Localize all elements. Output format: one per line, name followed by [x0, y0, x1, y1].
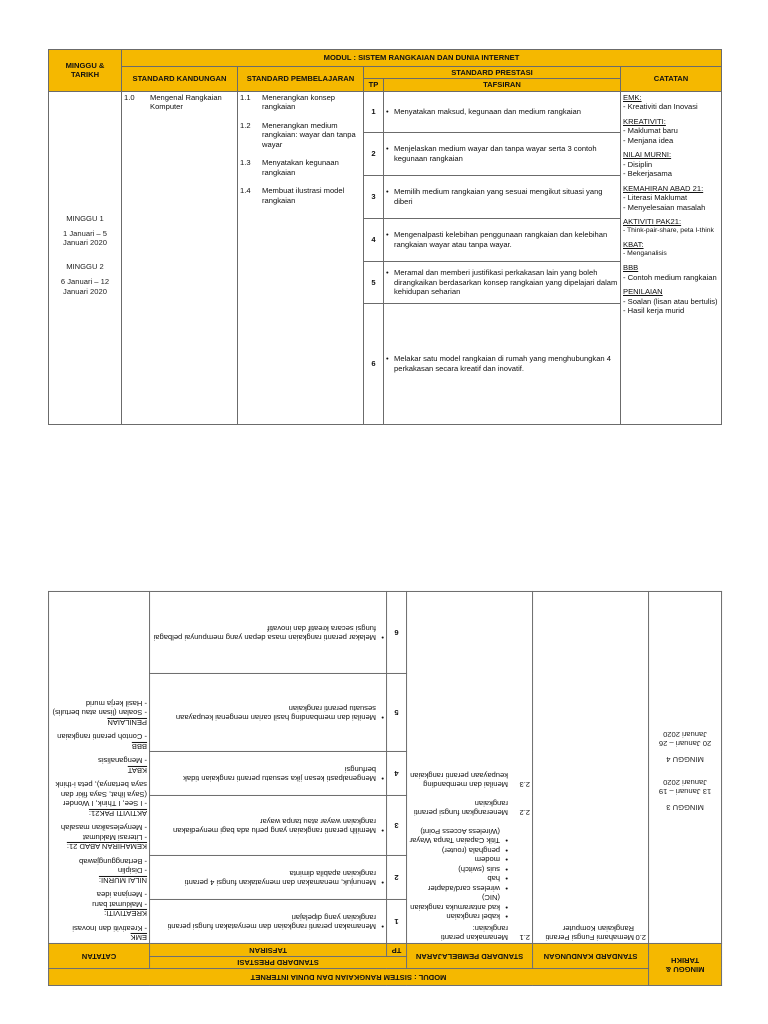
tafsiran-text: Menunjuk, menamakan dan menyatakan fungsi 4 peranti rangkaian apabila diminta — [184, 868, 377, 887]
sk-text: Mengenal Rangkaian Komputer — [150, 92, 222, 112]
tafsiran-cell: • Memilih peranti rangkaian yang perlu ada bagi menyediakan rangkaian wayar atau tanpa wayar — [150, 796, 387, 856]
kreativiti-heading: KREATIVITI: — [623, 116, 666, 126]
tafsiran-cell: • Menamakan peranti rangkaian dan menyatakan fungsi peranti rangkaian yang dipelajari — [150, 900, 387, 944]
week-dates: 13 Januari – 19 Januari 2020 — [658, 777, 712, 797]
tp-level: 6 — [364, 303, 384, 424]
header-tp: TP — [387, 944, 407, 956]
tafsiran-text: Mengenalpasti kesan jika sesuatu peranti rangkaian tidak berfungsi — [183, 764, 377, 783]
header-minggu-tarikh: MINGGU & TARIKH — [49, 50, 122, 92]
tp-level: 5 — [364, 261, 384, 303]
bbb-item: - Contoh medium rangkaian — [623, 272, 717, 282]
list-item: • kabel rangkaian — [409, 912, 500, 921]
kbat-item: - Menganalisis — [98, 756, 148, 766]
emk-heading: EMK — [130, 933, 148, 942]
penilaian-item: - Hasil kerja murid — [85, 698, 148, 708]
sp-item — [240, 121, 361, 149]
tp-level: 4 — [387, 752, 407, 796]
sp-item — [409, 923, 530, 942]
tafsiran-text: Mengenalpasti kelebihan penggunaan rangkaian dan kelebihan rangkaian wayar atau tanpa wayar. — [394, 230, 608, 249]
nilai-item: - Bertanggungjawab — [79, 856, 148, 866]
kemahiran-item: - Literasi Maklumat — [82, 832, 148, 842]
standard-pembelajaran-cell — [238, 91, 364, 424]
week-label: MINGGU 3 — [666, 802, 704, 812]
kemahiran-heading: KEMAHIRAN ABAD 21: — [66, 842, 148, 852]
header-standard-kandungan: STANDARD KANDUNGAN — [533, 944, 649, 969]
tafsiran-text: Melakar satu model rangkaian di rumah yang menghubungkan 4 perkakasan secara kreatif dan inovatif. — [394, 354, 611, 373]
sp-text: Menerangkan medium rangkaian: wayar dan tanpa wayar — [262, 120, 356, 149]
tp-level: 4 — [364, 218, 384, 261]
list-item: • suis (switch) — [409, 864, 500, 873]
week-label: MINGGU 2 — [66, 261, 104, 271]
kemahiran-item: - Menyelesaian masalah — [623, 202, 706, 212]
penilaian-item: - Soalan (lisan atau bertulis) — [623, 296, 718, 306]
emk-item: - Kreativiti dan Inovasi — [623, 102, 698, 112]
list-item: • kad antaramuka rangkaian (NIC) — [409, 893, 500, 912]
week-label: MINGGU 4 — [666, 754, 704, 764]
list-item: • wireless card/adapter — [409, 883, 500, 892]
kemahiran-item: - Menyelesaikan masalah — [60, 823, 148, 833]
header-minggu-tarikh: MINGGU & TARIKH — [649, 944, 722, 986]
sp-item — [409, 798, 530, 817]
standard-kandungan-item — [124, 93, 235, 112]
header-standard-kandungan: STANDARD KANDUNGAN — [122, 67, 238, 92]
sp-text: Menamakan peranti rangkaian: — [440, 923, 509, 942]
tafsiran-cell: • Melakar peranti rangkaian masa depan yang mempunyai pelbagai fungsi secara kreatif dan inovatif — [150, 592, 387, 674]
tafsiran-cell: • Menunjuk, menamakan dan menyatakan fungsi 4 peranti rangkaian apabila diminta — [150, 856, 387, 900]
sk-number: 1.0 — [124, 92, 135, 102]
tp-level: 3 — [387, 796, 407, 856]
tp-level: 2 — [387, 856, 407, 900]
sp-number: 1.4 — [240, 186, 251, 196]
bbb-item: - Contoh peranti rangkaian — [57, 732, 148, 742]
header-standard-pembelajaran: STANDARD PEMBELAJARAN — [407, 944, 533, 969]
sp-number: 2.3 — [519, 780, 531, 790]
kemahiran-heading: KEMAHIRAN ABAD 21: — [623, 183, 704, 193]
sk-number: 2.0 — [635, 933, 647, 942]
bbb-heading: BBB — [131, 741, 148, 751]
week-label: MINGGU 1 — [66, 213, 104, 223]
tp-level: 3 — [364, 175, 384, 218]
kreativiti-heading: KREATIVITI: — [104, 909, 148, 919]
kbat-heading: KBAT: — [623, 240, 644, 250]
sp-item — [240, 158, 361, 177]
tafsiran-text: Menjelaskan medium wayar dan tanpa wayar serta 3 contoh kegunaan rangkaian — [394, 144, 597, 163]
standard-kandungan-cell — [533, 592, 649, 944]
tp-level: 6 — [387, 592, 407, 674]
nilai-item: - Disiplin — [117, 866, 148, 876]
header-standard-prestasi: STANDARD PRESTASI — [364, 67, 621, 79]
tafsiran-cell: • Menjelaskan medium wayar dan tanpa wayar serta 3 contoh kegunaan rangkaian — [384, 132, 621, 175]
list-item: • Titik Capaian Tanpa Wayar (Wireless Access Point) — [409, 826, 500, 845]
aktiviti-item: - I See, I Think, I Wonder (Saya lihat, Saya fikir dan saya bertanya), peta i-think — [55, 780, 148, 809]
tafsiran-cell: • Melakar satu model rangkaian di rumah yang menghubungkan 4 perkakasan secara kreatif dan inovatif. — [384, 303, 621, 424]
sp-number: 1.2 — [240, 120, 251, 130]
tafsiran-cell: • Memilih medium rangkaian yang sesuai mengikut situasi yang diberi — [384, 175, 621, 218]
sk-text: Memahami Fungsi Peranti Rangkaian Komputer — [545, 923, 635, 942]
week-dates: 6 Januari – 12 Januari 2020 — [60, 277, 110, 296]
header-tafsiran: TAFSIRAN — [150, 944, 387, 956]
list-item: • hab — [409, 874, 500, 883]
nilai-heading: NILAI MURNI: — [623, 150, 672, 160]
header-catatan: CATATAN — [621, 67, 722, 92]
sp-number: 2.1 — [519, 933, 531, 942]
tafsiran-text: Menilai dan membanding hasil carian mengenai keupayaan sesuatu peranti rangkaian — [175, 703, 377, 722]
tafsiran-cell: • Mengenalpasti kelebihan penggunaan rangkaian dan kelebihan rangkaian wayar atau tanpa wayar. — [384, 218, 621, 261]
penilaian-item: - Hasil kerja murid — [623, 306, 685, 316]
tp-level: 5 — [387, 674, 407, 752]
nilai-item: - Bekerjasama — [623, 169, 672, 179]
sp-number: 1.1 — [240, 92, 251, 102]
sp-text: Menerangkan fungsi peranti rangkaian — [413, 798, 509, 818]
lesson-plan-table-week-3-4 — [48, 591, 722, 986]
sp-item — [240, 93, 361, 112]
week-dates: 1 Januari – 5 Januari 2020 — [63, 229, 107, 248]
sp-item — [409, 770, 530, 789]
tafsiran-cell: • Menyatakan maksud, kegunaan dan medium rangkaian — [384, 91, 621, 132]
tafsiran-text: Memilih medium rangkaian yang sesuai mengikut situasi yang diberi — [394, 187, 603, 206]
standard-kandungan-item — [535, 923, 646, 942]
catatan-cell — [621, 91, 722, 424]
header-tp: TP — [364, 79, 384, 91]
week-dates: 20 Januari – 26 Januari 2020 — [658, 729, 712, 749]
sp-text: Menyatakan kegunaan rangkaian — [262, 158, 339, 177]
aktiviti-heading: AKTIVITI PAK21: — [88, 808, 148, 818]
tafsiran-text: Melakar peranti rangkaian masa depan yang mempunyai pelbagai fungsi secara kreatif dan inovatif — [153, 623, 377, 642]
bbb-heading: BBB — [623, 263, 639, 273]
penilaian-item: - Soalan (lisan atau bertulis) — [52, 708, 148, 718]
tp-level: 1 — [364, 91, 384, 132]
peranti-list — [409, 826, 530, 921]
catatan-cell — [49, 592, 150, 944]
standard-pembelajaran-cell — [407, 592, 533, 944]
kemahiran-item: - Literasi Maklumat — [623, 193, 688, 203]
header-tafsiran: TAFSIRAN — [384, 79, 621, 91]
aktiviti-item: - Think-pair-share, peta I-think — [623, 226, 714, 234]
sp-text: Membuat ilustrasi model rangkaian — [262, 186, 345, 205]
tafsiran-cell: • Mengenalpasti kesan jika sesuatu peranti rangkaian tidak berfungsi — [150, 752, 387, 796]
kreativiti-item: - Maklumat baru — [623, 126, 678, 136]
kbat-item: - Menganalisis — [623, 249, 667, 257]
week-dates-cell — [649, 592, 722, 944]
list-item: • modem — [409, 855, 500, 864]
sp-text: Menilai dan membanding keupayaan peranti rangkaian — [410, 770, 509, 790]
tafsiran-text: Memilih peranti rangkaian yang perlu ada bagi menyediakan rangkaian wayar atau tanpa wayar — [172, 816, 377, 835]
sp-number: 2.2 — [519, 808, 531, 818]
tafsiran-cell: • Menilai dan membanding hasil carian mengenai keupayaan sesuatu peranti rangkaian — [150, 674, 387, 752]
standard-kandungan-cell — [122, 91, 238, 424]
header-modul: MODUL : SISTEM RANGKAIAN DAN DUNIA INTERNET — [49, 968, 649, 985]
sp-item — [240, 186, 361, 205]
header-catatan: CATATAN — [49, 944, 150, 969]
kreativiti-item: - Maklumat baru — [92, 899, 148, 909]
sp-text: Menerangkan konsep rangkaian — [262, 92, 336, 112]
sp-number: 1.3 — [240, 158, 251, 168]
tafsiran-text: Meramal dan memberi justifikasi perkakasan lain yang boleh dirangkaikan berdasarkan konsep rangkaian yang dipelajari dalam kehidupan seharian — [394, 268, 618, 297]
tafsiran-cell: • Meramal dan memberi justifikasi perkakasan lain yang boleh dirangkaikan berdasarkan konsep rangkaian yang dipelajari dalam kehidupan seharian — [384, 261, 621, 303]
emk-heading: EMK: — [623, 92, 642, 102]
aktiviti-heading: AKTIVITI PAK21: — [623, 217, 682, 227]
nilai-heading: NILAI MURNI: — [98, 875, 148, 885]
kreativiti-item: - Menjana idea — [96, 890, 148, 900]
header-standard-pembelajaran: STANDARD PEMBELAJARAN — [238, 67, 364, 92]
tp-level: 1 — [387, 900, 407, 944]
header-standard-prestasi: STANDARD PRESTASI — [150, 956, 407, 968]
tafsiran-text: Menyatakan maksud, kegunaan dan medium rangkaian — [394, 107, 582, 117]
penilaian-heading: PENILAIAN — [107, 717, 148, 727]
week-dates-cell — [49, 91, 122, 424]
tp-level: 2 — [364, 132, 384, 175]
lesson-plan-table-week-1-2 — [48, 49, 722, 425]
penilaian-heading: PENILAIAN — [623, 287, 663, 297]
header-modul: MODUL : SISTEM RANGKAIAN DAN DUNIA INTERNET — [122, 50, 722, 67]
nilai-item: - Disiplin — [623, 159, 653, 169]
emk-item: - Kreativiti dan Inovasi — [72, 923, 148, 933]
list-item: • penghala (router) — [409, 845, 500, 854]
kreativiti-item: - Menjana idea — [623, 135, 674, 145]
kbat-heading: KBAT — [127, 765, 148, 775]
tafsiran-text: Menamakan peranti rangkaian dan menyatakan fungsi peranti rangkaian yang dipelajari — [167, 912, 377, 931]
